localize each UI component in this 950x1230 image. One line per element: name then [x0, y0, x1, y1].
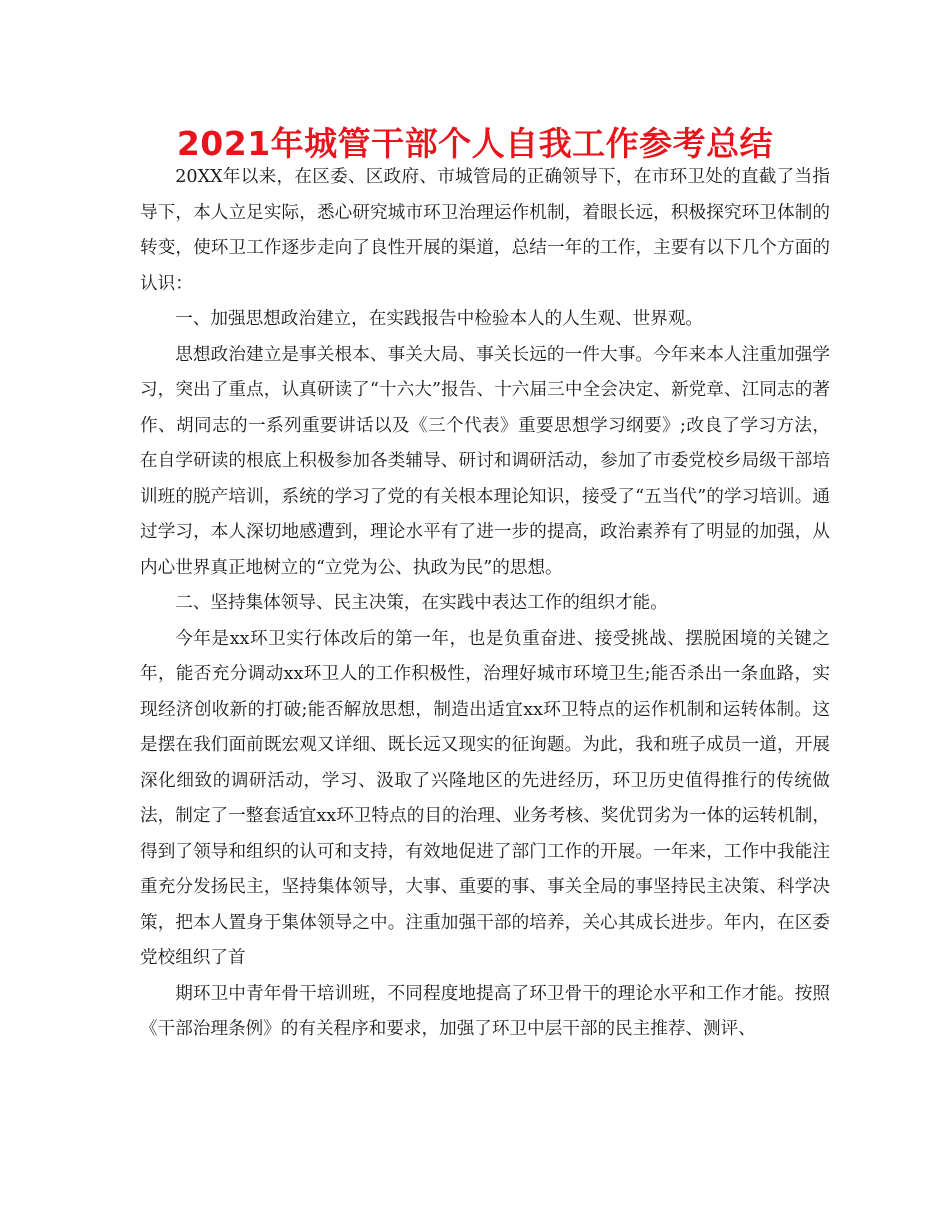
paragraph: 一、加强思想政治建立，在实践报告中检验本人的人生观、世界观。: [175, 309, 704, 329]
document-body: [140, 160, 830, 1048]
paragraph: 二、坚持集体领导、民主决策，在实践中表达工作的组织才能。: [175, 593, 668, 613]
paragraph: 20XX年以来，在区委、区政府、市城管局的正确领导下，在市环卫处的直截了当指导下，本人立足实际，悉心研究城市环卫治理运作机制，着眼长远，积极探究环卫体制的转变，使环卫工作逐步走向了良性开展的渠道，总结一年的工作，主要有以下几个方面的认识：: [140, 167, 830, 294]
document-title: 2021年城管干部个人自我工作参考总结: [176, 124, 774, 163]
paragraph: 思想政治建立是事关根本、事关大局、事关长远的一件大事。今年来本人注重加强学习，突出了重点，认真研读了“十六大”报告、十六届三中全会决定、新党章、江同志的著作、胡同志的一系列重要讲话以及《三个代表》重要思想学习纲要》;改良了学习方法，在自学研读的根底上积极参加各类辅导、研讨和调研活动，参加了市委党校乡局级干部培训班的脱产培训，系统的学习了党的有关根本理论知识，接受了“五当代”的学习培训。通过学习，本人深切地感遭到，理论水平有了进一步的提高，政治素养有了明显的加强，从内心世界真正地树立的“立党为公、执政为民”的思想。: [140, 344, 830, 578]
paragraph: 期环卫中青年骨干培训班，不同程度地提高了环卫骨干的理论水平和工作才能。按照《干部治理条例》的有关程序和要求，加强了环卫中层干部的民主推荐、测评、: [140, 983, 830, 1039]
paragraph: 今年是xx环卫实行体改后的第一年，也是负重奋进、接受挑战、摆脱困境的关键之年，能否充分调动xx环卫人的工作积极性，治理好城市环境卫生;能否杀出一条血路，实现经济创收新的打破;能否解放思想，制造出适宜xx环卫特点的运作机制和运转体制。这是摆在我们面前既宏观又详细、既长远又现实的征询题。为此，我和班子成员一道，开展深化细致的调研活动，学习、汲取了兴隆地区的先进经历，环卫历史值得推行的传统做法，制定了一整套适宜xx环卫特点的目的治理、业务考核、奖优罚劣为一体的运转机制，得到了领导和组织的认可和支持，有效地促进了部门工作的开展。一年来，工作中我能注重充分发扬民主，坚持集体领导，大事、重要的事、事关全局的事坚持民主决策、科学决策，把本人置身于集体领导之中。注重加强干部的培养，关心其成长进步。年内，在区委党校组织了首: [140, 628, 830, 968]
